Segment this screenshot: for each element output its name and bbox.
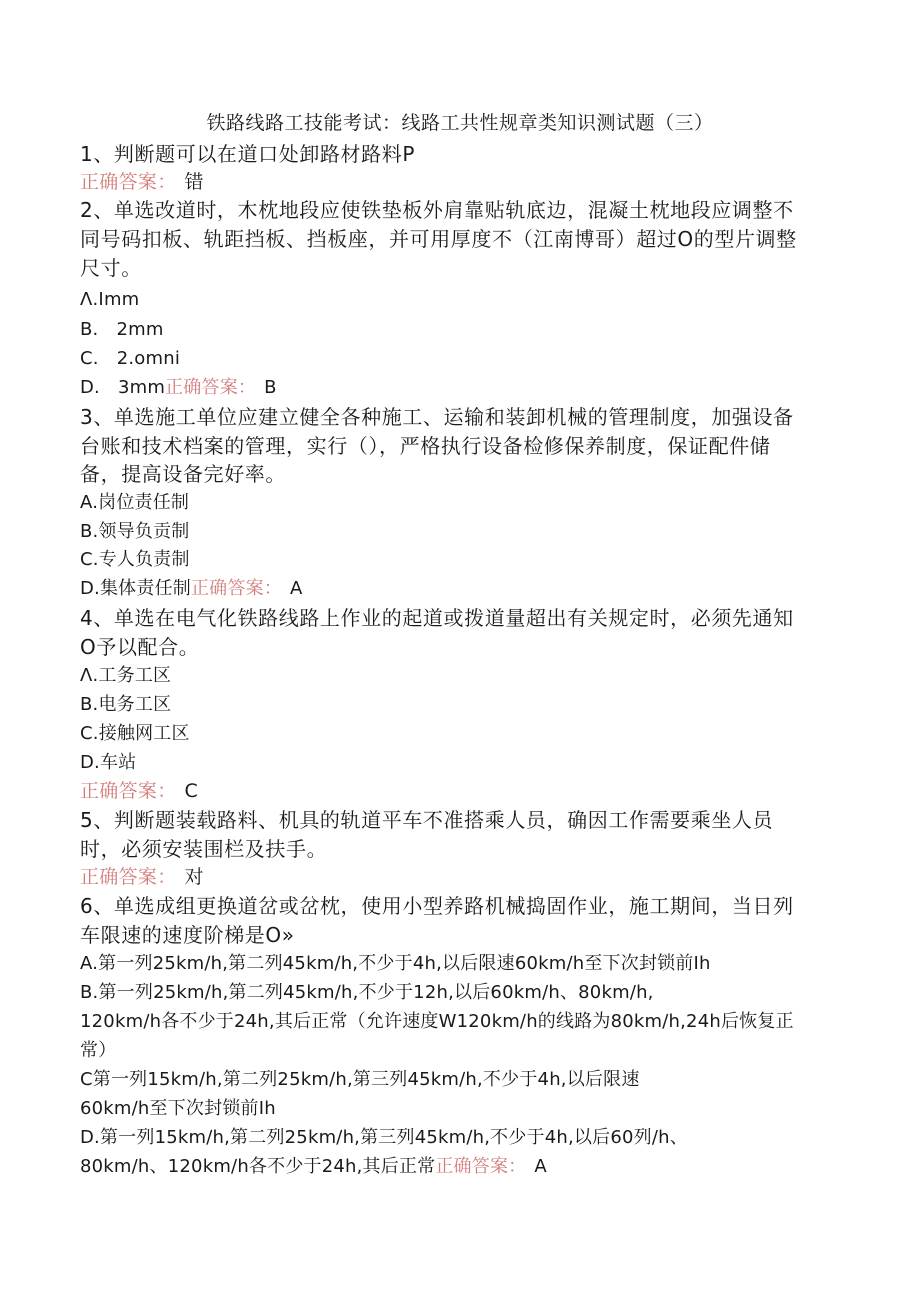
question-3-line-2: 台账和技术档案的管理，实行（），严格执行设备检修保养制度，保证配件储 bbox=[80, 434, 771, 458]
question-6-option-d-line-1: D.第一列15km∕h,第二列25km∕h,第三列45km∕h,不少于4h,以后60列/h、 bbox=[80, 1127, 688, 1148]
option-key: D. bbox=[80, 377, 100, 398]
question-6-option-b-line-2: 120km∕h各不少于24h,其后正常（允许速度W120km∕h的线路为80km∕h,24h后恢复正 bbox=[80, 1011, 794, 1032]
answer-label: 正确答案： bbox=[435, 1156, 527, 1177]
question-6-option-b-line-1: B.第一列25km∕h,第二列45km∕h,不少于12h,以后60km/h、80km/h, bbox=[80, 982, 654, 1003]
question-5-answer bbox=[80, 863, 204, 891]
question-2-option-d bbox=[80, 374, 277, 402]
question-4-option-c: C.接触网工区 bbox=[80, 723, 190, 744]
question-3-option-b: B.领导负贡制 bbox=[80, 521, 190, 542]
question-2-option-a: Λ.Imm bbox=[80, 289, 140, 310]
question-6-option-d-line-2 bbox=[80, 1153, 547, 1181]
question-3-line-3: 备，提高设备完好率。 bbox=[80, 462, 286, 486]
option-text: D.集体责任制 bbox=[80, 578, 191, 599]
question-2-line-2: 同号码扣板、轨距挡板、挡板座，并可用厚度不（江南博哥）超过O的型片调整 bbox=[80, 227, 797, 251]
question-6-option-c-line-1: C第一列15km∕h,第二列25km∕h,第三列45km∕h,不少于4h,以后限速 bbox=[80, 1069, 640, 1090]
question-5-line-1: 5、判断题装载路料、机具的轨道平车不准搭乘人员，确因工作需要乘坐人员 bbox=[80, 808, 774, 832]
question-4-line-1: 4、单选在电气化铁路线路上作业的起道或拨道量超出有关规定时，必须先通知 bbox=[80, 606, 794, 630]
answer-value: A bbox=[534, 1156, 547, 1177]
question-3-option-c: C.专人负责制 bbox=[80, 549, 190, 570]
answer-value: 对 bbox=[184, 866, 204, 888]
question-4-line-2: O予以配合。 bbox=[80, 635, 200, 659]
question-4-option-d: D.车站 bbox=[80, 752, 137, 773]
option-text: 3mm bbox=[117, 377, 166, 398]
question-6-option-b-line-3: 常） bbox=[80, 1040, 117, 1061]
question-2-option-b bbox=[80, 316, 164, 344]
question-4-answer bbox=[80, 777, 198, 805]
answer-label: 正确答案： bbox=[190, 578, 282, 599]
option-text: 2mm bbox=[116, 319, 164, 340]
question-6-line-1: 6、单选成组更换道岔或岔枕，使用小型养路机械捣固作业，施工期间，当日列 bbox=[80, 894, 794, 918]
answer-value: A bbox=[289, 578, 303, 599]
document-title: 铁路线路工技能考试：线路工共性规章类知识测试题（三） bbox=[206, 112, 714, 134]
question-2-option-c bbox=[80, 345, 180, 373]
question-6-option-c-line-2: 60km∕h至下次封锁前Ih bbox=[80, 1098, 276, 1119]
option-key: C. bbox=[80, 348, 99, 369]
question-4-option-b: B.电务工区 bbox=[80, 694, 172, 715]
question-3-line-1: 3、单选施工单位应建立健全各种施工、运输和装卸机械的管理制度，加强设备 bbox=[80, 405, 794, 429]
option-text: 80km/h、120km∕h各不少于24h,其后正常 bbox=[80, 1156, 436, 1177]
question-1-answer bbox=[80, 168, 204, 196]
answer-label: 正确答案： bbox=[80, 866, 177, 888]
question-6-option-a: A.第一列25km∕h,第二列45km∕h,不少于4h,以后限速60km∕h至下次封锁前Ih bbox=[80, 953, 711, 974]
question-6-line-2: 车限速的速度阶梯是O» bbox=[80, 923, 295, 947]
answer-label: 正确答案： bbox=[165, 377, 257, 398]
question-3-option-a: A.岗位责任制 bbox=[80, 492, 190, 513]
answer-value: C bbox=[184, 780, 199, 802]
question-2-line-1: 2、单选改道时，木枕地段应使铁垫板外肩靠贴轨底边，混凝土枕地段应调整不 bbox=[80, 198, 794, 222]
question-4-option-a: Λ.工务工区 bbox=[80, 665, 172, 686]
option-text: 2.omni bbox=[116, 348, 181, 369]
answer-value: 错 bbox=[184, 171, 204, 193]
answer-label: 正确答案： bbox=[80, 171, 177, 193]
question-3-option-d bbox=[80, 575, 303, 603]
answer-label: 正确答案： bbox=[80, 780, 177, 802]
question-2-line-3: 尺寸。 bbox=[80, 256, 142, 280]
answer-value: B bbox=[264, 377, 277, 398]
question-1-text: 1、判断题可以在道口处卸路材路料P bbox=[80, 142, 415, 166]
question-5-line-2: 时，必须安装围栏及扶手。 bbox=[80, 837, 328, 861]
option-key: B. bbox=[80, 319, 99, 340]
